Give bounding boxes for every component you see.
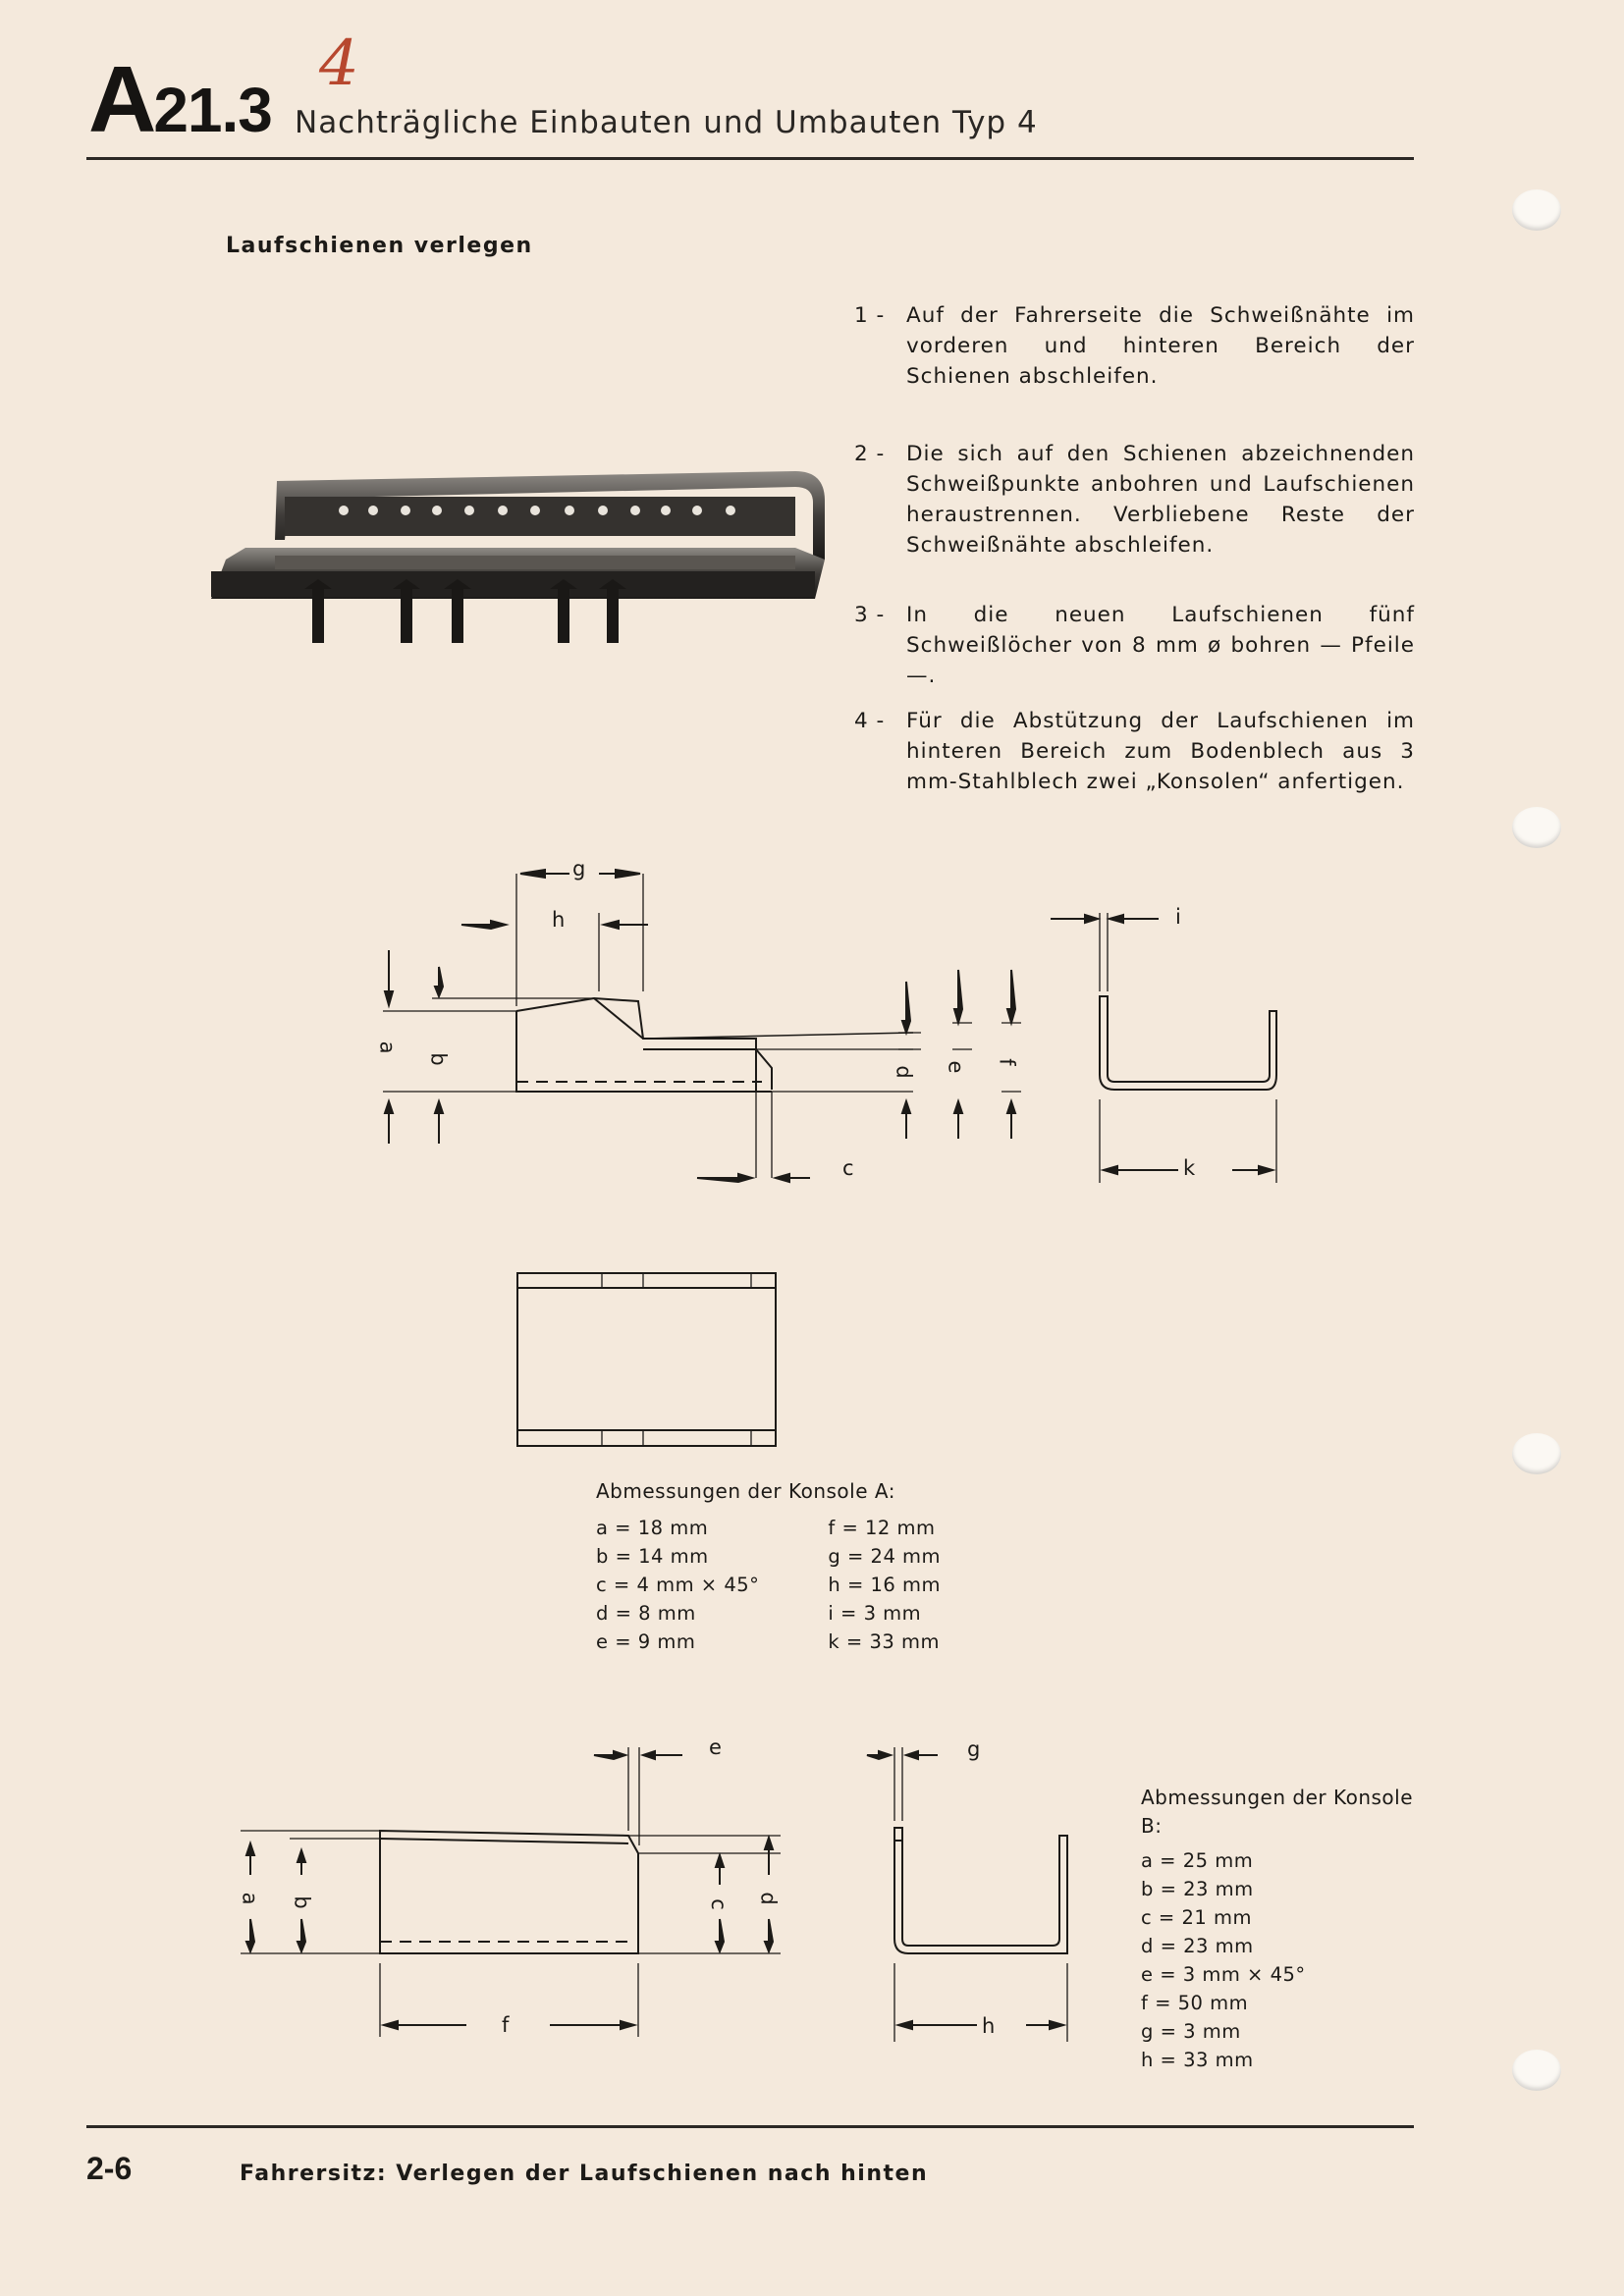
dim-label-g: g — [572, 857, 586, 881]
step-number: 2 - — [854, 442, 886, 466]
rail-upper — [275, 471, 825, 560]
dim-row: i = 3 mm — [828, 1602, 922, 1625]
dim-row: b = 14 mm — [596, 1545, 709, 1568]
konsole-a-dimensions — [596, 1477, 989, 1656]
step-text: Die sich auf den Schienen abzeichnenden Schweißpunkte anbohren und Laufschienen heraustrennen. Verbliebene Reste der Schweißnähte abschleifen. — [906, 442, 1415, 558]
konsole-a-end-view — [1041, 883, 1296, 1198]
footer-title: Fahrersitz: Verlegen der Laufschienen nach hinten — [240, 2162, 929, 2186]
footer-rule — [86, 2125, 1414, 2128]
dim-row: b = 23 mm — [1141, 1878, 1254, 1900]
dim-row: g = 24 mm — [828, 1545, 942, 1568]
dim-label-e: e — [944, 1060, 968, 1074]
punch-hole — [1512, 2050, 1561, 2091]
dim-label-b-a: a — [238, 1892, 262, 1905]
page-number: 2-6 — [86, 2151, 133, 2186]
rail-photo — [206, 461, 835, 648]
step-text: Für die Abstützung der Laufschienen im hinteren Bereich zum Bodenblech aus 3 mm-Stahlblech zwei „Konsolen“ anfertigen. — [906, 709, 1415, 794]
dim-row: h = 16 mm — [828, 1574, 942, 1596]
dim-row: f = 12 mm — [828, 1517, 936, 1539]
konsole-a-profile — [516, 1011, 756, 1092]
dim-label-c: c — [842, 1156, 854, 1180]
dim-row: k = 33 mm — [828, 1630, 940, 1653]
konsole-a-col-left — [596, 1514, 759, 1656]
dim-row: e = 9 mm — [596, 1630, 696, 1653]
step-number: 4 - — [854, 709, 886, 733]
dim-label-i: i — [1175, 905, 1181, 929]
dim-row: e = 3 mm × 45° — [1141, 1963, 1306, 1986]
dim-row: f = 50 mm — [1141, 1992, 1249, 2014]
dim-row: a = 25 mm — [1141, 1849, 1254, 1872]
dim-label-b-b: b — [290, 1896, 314, 1909]
dim-label-b-g: g — [967, 1737, 981, 1761]
dim-label-b-c: c — [706, 1898, 731, 1910]
dim-row: g = 3 mm — [1141, 2020, 1241, 2043]
konsole-a-title: Abmessungen der Konsole A: — [596, 1479, 895, 1503]
konsole-b-side-view — [231, 1728, 790, 2052]
konsole-a-top-view — [515, 1268, 781, 1450]
dim-label-b-f: f — [502, 2013, 510, 2037]
page-title: Nachträgliche Einbauten und Umbauten Typ 4 — [295, 105, 1038, 140]
konsole-b-title: Abmessungen der Konsole B: — [1141, 1786, 1414, 1838]
punch-hole — [1512, 807, 1561, 848]
konsole-b-dimensions — [1141, 1784, 1435, 2074]
dim-label-b-h: h — [982, 2014, 996, 2038]
dim-row: c = 4 mm × 45° — [596, 1574, 760, 1596]
header-rule — [86, 157, 1414, 160]
dim-label-f: f — [995, 1058, 1019, 1066]
step-number: 1 - — [854, 303, 886, 328]
dim-label-b-d: d — [756, 1892, 781, 1905]
konsole-a-col-right — [828, 1514, 941, 1656]
dim-row: d = 23 mm — [1141, 1935, 1254, 1957]
dim-label-h: h — [552, 908, 566, 932]
punch-hole — [1512, 189, 1561, 231]
dim-label-k: k — [1183, 1156, 1196, 1180]
dim-row: c = 21 mm — [1141, 1906, 1252, 1929]
step-number: 3 - — [854, 603, 886, 627]
dim-label-b: b — [426, 1052, 451, 1066]
dim-row: d = 8 mm — [596, 1602, 696, 1625]
chapter-number: A21.3 — [88, 47, 272, 152]
konsole-b-end-view — [839, 1728, 1095, 2052]
dim-label-d: d — [892, 1065, 916, 1079]
handwritten-correction: 4 — [319, 27, 359, 100]
dim-row: a = 18 mm — [596, 1517, 709, 1539]
step-text: In die neuen Laufschienen fünf Schweißlöcher von 8 mm ø bohren — Pfeile —. — [906, 603, 1415, 688]
dim-label-b-e: e — [709, 1735, 722, 1759]
rail-lower — [211, 548, 825, 599]
dim-row: h = 33 mm — [1141, 2049, 1254, 2071]
punch-hole — [1512, 1433, 1561, 1474]
section-title: Laufschienen verlegen — [226, 234, 533, 258]
dim-label-a: a — [375, 1041, 400, 1054]
step-text: Auf der Fahrerseite die Schweißnähte im vorderen und hinteren Bereich der Schienen abschleifen. — [906, 303, 1415, 389]
